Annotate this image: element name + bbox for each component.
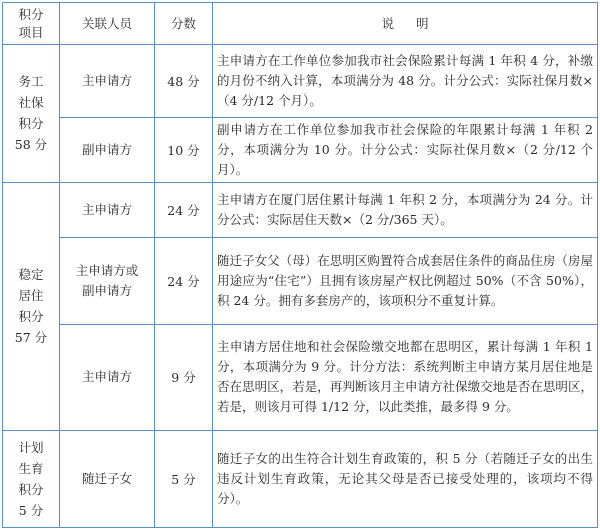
description-cell: 随迁子女父（母）在思明区购置符合成套居住条件的商品住房（房屋用途应为“住宅”）且拥有该房屋产权比例超过 50%（不含 50%），积 24 分。拥有多套房产的，该项积分不重复计算。 xyxy=(213,237,598,324)
category-line: 居住 xyxy=(18,288,44,304)
category-line: 57 分 xyxy=(14,330,48,346)
points-cell: 24 分 xyxy=(155,182,213,237)
person-cell: 副申请方 xyxy=(60,117,155,182)
points-cell: 9 分 xyxy=(155,324,213,430)
table-row xyxy=(3,182,598,237)
description-cell: 随迁子女的出生符合计划生育政策的，积 5 分（若随迁子女的出生违反计划生育政策，无论其父母是否已接受处理的，该项均不得分）。 xyxy=(213,430,598,527)
category-line: 社保 xyxy=(18,95,44,111)
points-cell: 24 分 xyxy=(155,237,213,324)
category-cell xyxy=(3,182,60,430)
category-line: 生育 xyxy=(18,460,44,476)
table-row xyxy=(3,324,598,430)
category-cell xyxy=(3,45,60,183)
category-line: 积分 xyxy=(18,116,44,132)
header-points: 分数 xyxy=(155,3,213,45)
person-cell: 主申请方 xyxy=(60,324,155,430)
person-cell: 主申请方 xyxy=(60,45,155,118)
category-line: 积分 xyxy=(18,481,44,497)
category-line: 计划 xyxy=(18,439,44,455)
category-line: 58 分 xyxy=(14,137,48,153)
person-line: 副申请方 xyxy=(81,282,132,298)
header-description: 说明 xyxy=(213,3,598,45)
points-cell: 48 分 xyxy=(155,45,213,118)
header-person: 关联人员 xyxy=(60,3,155,45)
header-category xyxy=(3,3,60,45)
table-row xyxy=(3,430,598,527)
points-table xyxy=(2,2,598,528)
header-category-line-1: 积分 xyxy=(18,6,44,22)
header-category-line-2: 项目 xyxy=(18,24,44,40)
table-row xyxy=(3,237,598,324)
person-cell: 主申请方 xyxy=(60,182,155,237)
description-cell: 副申请方在工作单位参加我市社会保险的年限累计每满 1 年积 2 分，本项满分为 10 分。计分公式：实际社保月数×（2 分/12 个月）。 xyxy=(213,117,598,182)
points-cell: 5 分 xyxy=(155,430,213,527)
description-cell: 主申请方在工作单位参加我市社会保险累计每满 1 年积 4 分，补缴的月份不纳入计算，本项满分为 48 分。计分公式：实际社保月数×（4 分/12 个月）。 xyxy=(213,45,598,118)
person-cell: 随迁子女 xyxy=(60,430,155,527)
table-header-row xyxy=(3,3,598,45)
description-cell: 主申请方居住地和社会保险缴交地都在思明区，累计每满 1 年积 1 分，本项满分为 9 分。计分方法：系统判断主申请方某月居住地是否在思明区，若是，再判断该月主申请方社保缴交地是否在思明区，若是，则该月可得 1/12 分，以此类推，最多得 9 分。 xyxy=(213,324,598,430)
person-cell xyxy=(60,237,155,324)
category-line: 务工 xyxy=(18,74,44,90)
table-row xyxy=(3,45,598,118)
person-line: 主申请方或 xyxy=(75,262,139,278)
category-line: 积分 xyxy=(18,309,44,325)
category-cell xyxy=(3,430,60,527)
category-line: 稳定 xyxy=(18,267,44,283)
description-cell: 主申请方在厦门居住累计每满 1 年积 2 分，本项满分为 24 分。计分公式：实际居住天数×（2 分/365 天）。 xyxy=(213,182,598,237)
table-row xyxy=(3,117,598,182)
category-line: 5 分 xyxy=(18,502,44,518)
points-cell: 10 分 xyxy=(155,117,213,182)
